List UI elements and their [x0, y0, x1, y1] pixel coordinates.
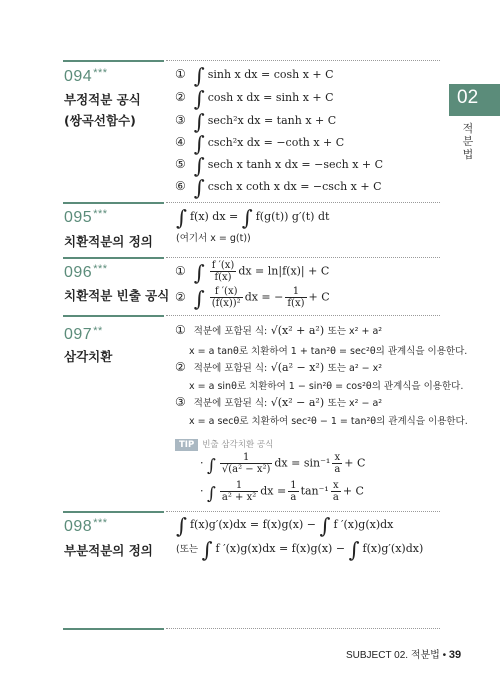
chapter-number: 02	[457, 87, 479, 108]
entry-title: 부분적분의 정의	[64, 543, 153, 558]
chapter-tab	[449, 84, 500, 116]
formula-line: ④ ∫ csch²x dx = −coth x + C	[175, 132, 345, 156]
formula-line: ⑤ ∫ sech x tanh x dx = −sech x + C	[175, 154, 384, 178]
substitution-note: x = a secθ로 치환하여 sec²θ − 1 = tan²θ의 관계식을 이용한다.	[189, 416, 468, 427]
formula-line: ① ∫ $\frac{f '(x)}{f(x)}$ dx = ln|f(x)| + C	[175, 260, 330, 285]
entry-divider-thick	[63, 511, 164, 513]
formula-line: ⑥ ∫ csch x coth x dx = −csch x + C	[175, 176, 382, 200]
tip-formula: · ∫ $\frac{1}{\text{a² + x²}}$ dx = $\frac{1}{a}$ tan⁻¹ $\frac{x}{a}$ + C	[200, 480, 364, 504]
entry-number: 098***	[64, 517, 108, 535]
entry-divider-dotted	[166, 511, 440, 512]
entry-number: 097**	[64, 325, 103, 343]
entry-divider-thick	[63, 202, 164, 204]
entry-divider-dotted	[166, 315, 440, 316]
entry-number: 096***	[64, 263, 108, 281]
entry-title: 삼각치환	[64, 349, 113, 364]
tip-box-header: TIP 빈출 삼각치환 공식	[175, 438, 273, 450]
substitution-case: ① 적분에 포함된 식: √(x² + a²) 또는 x² + a²	[175, 323, 383, 337]
chapter-title: 적분법	[462, 122, 474, 161]
formula-line: (또는 ∫ f ′(x)g(x)dx = f(x)g(x) − ∫ f(x)g′(x)dx)	[176, 538, 424, 562]
entry-divider-dotted	[166, 628, 440, 629]
formula-line: ③ ∫ sech²x dx = tanh x + C	[175, 110, 337, 134]
entry-divider-dotted	[166, 202, 440, 203]
formula-line: ② ∫ $\frac{f '(x)}{\text{(f(x))²}}$ dx = − $\frac{1}{f(x)}$ + C	[175, 286, 330, 311]
entry-divider-thick	[63, 257, 164, 259]
entry-divider-dotted	[166, 60, 440, 61]
tip-formula: · ∫ $\frac{1}{\text{√(a² − x²)}}$ dx = sin⁻¹ $\frac{x}{a}$ + C	[200, 452, 366, 476]
entry-divider-dotted	[166, 257, 440, 258]
formula-line: ① ∫ sinh x dx = cosh x + C	[175, 64, 334, 88]
entry-title: 치환적분 빈출 공식	[64, 288, 170, 303]
substitution-case: ② 적분에 포함된 식: √(a² − x²) 또는 a² − x²	[175, 360, 383, 374]
substitution-note: x = a tanθ로 치환하여 1 + tan²θ = sec²θ의 관계식을 이용한다.	[189, 346, 468, 357]
page-number: 39	[448, 649, 462, 661]
entry-divider-thick	[63, 628, 164, 630]
entry-number: 094***	[64, 67, 108, 85]
formula-line: ② ∫ cosh x dx = sinh x + C	[175, 87, 334, 111]
formula-line: ∫ f(x) dx = ∫ f(g(t)) g′(t) dt	[176, 206, 330, 230]
entry-title: 부정적분 공식 (쌍곡선함수)	[64, 92, 141, 128]
substitution-case: ③ 적분에 포함된 식: √(x² − a²) 또는 x² − a²	[175, 395, 383, 409]
entry-divider-thick	[63, 315, 164, 317]
entry-divider-thick	[63, 60, 164, 62]
page-footer: SUBJECT 02. 적분법 • 39	[346, 649, 462, 661]
formula-note: (여기서 x = g(t))	[176, 233, 251, 244]
substitution-note: x = a sinθ로 치환하여 1 − sin²θ = cos²θ의 관계식을 이용한다.	[189, 381, 464, 392]
entry-title: 치환적분의 정의	[64, 234, 153, 249]
entry-number: 095***	[64, 208, 108, 226]
formula-line: ∫ f(x)g′(x)dx = f(x)g(x) − ∫ f ′(x)g(x)dx	[176, 514, 394, 538]
